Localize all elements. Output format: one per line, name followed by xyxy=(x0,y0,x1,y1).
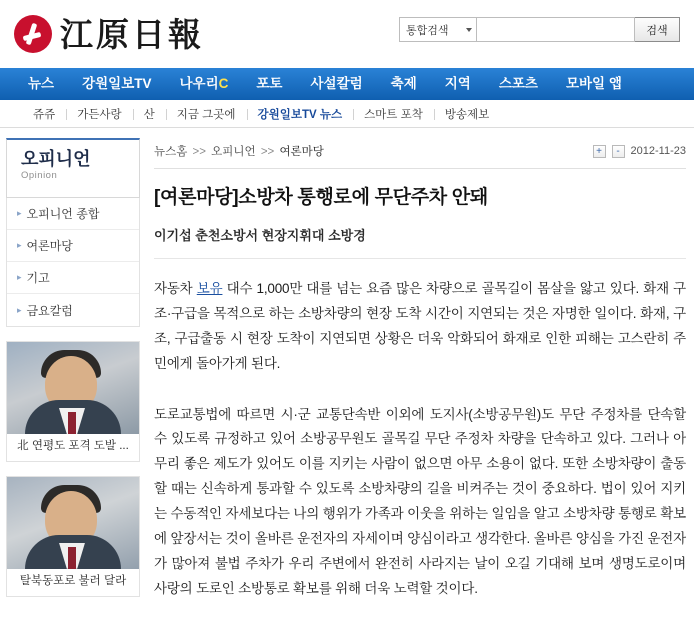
article-header xyxy=(154,168,686,259)
chevron-down-icon xyxy=(466,28,472,32)
sidebar-thumb-caption: 탈북동포로 불러 달라 xyxy=(19,574,127,587)
breadcrumb-separator: >> xyxy=(192,146,206,158)
sidebar-item-label: 여론마당 xyxy=(26,239,73,253)
site-logo[interactable] xyxy=(14,15,204,53)
sidebar-thumb-2[interactable] xyxy=(6,476,140,597)
font-increase-button[interactable]: + xyxy=(593,145,606,158)
article-content xyxy=(140,138,694,628)
sidebar-item-yeoronmadang[interactable] xyxy=(7,230,139,262)
sidebar-title-box xyxy=(6,138,140,198)
portrait-tie xyxy=(68,547,76,569)
sidebar-item-opinion-all[interactable] xyxy=(7,198,139,230)
sidebar-item-label: 기고 xyxy=(26,271,50,285)
sidebar xyxy=(6,138,140,628)
subnav-item-smart-capture[interactable]: 스마트 포착 xyxy=(353,106,434,122)
logo-text: 江原日報 xyxy=(60,14,204,54)
subnav-item-now-there[interactable]: 지금 그곳에 xyxy=(166,106,247,122)
font-decrease-button[interactable]: - xyxy=(612,145,625,158)
sidebar-item-label: 금요칼럼 xyxy=(26,303,73,318)
search-area xyxy=(399,17,680,42)
chevron-right-icon: ▸ xyxy=(17,272,22,282)
sidebar-thumb-caption: 北 연평도 포격 도발 ... xyxy=(17,440,129,452)
nav-item-mobile-app[interactable]: 모바일 앱 xyxy=(565,76,622,91)
sidebar-thumb-1[interactable] xyxy=(6,341,140,462)
portrait-image xyxy=(7,477,139,569)
nav-item-sports[interactable]: 스포츠 xyxy=(498,76,538,91)
breadcrumb-item-opinion[interactable]: 오피니언 xyxy=(211,146,256,158)
breadcrumb xyxy=(154,143,324,159)
subnav-item-mountain[interactable]: 산 xyxy=(133,106,166,122)
paragraph-1-pre: 자동차 xyxy=(154,280,197,296)
body-wrapper xyxy=(0,128,694,628)
sidebar-item-contribution[interactable] xyxy=(7,262,139,294)
breadcrumb-item-home[interactable]: 뉴스홈 xyxy=(154,146,188,158)
nav-item-nowoori-accent: C xyxy=(218,76,229,91)
article-byline: 이기섭 춘천소방서 현장지휘대 소방경 xyxy=(154,225,686,259)
article-body xyxy=(154,259,686,603)
search-button[interactable]: 검색 xyxy=(635,17,680,42)
sidebar-item-label: 오피니언 종합 xyxy=(26,207,100,221)
search-input[interactable] xyxy=(477,17,635,42)
subnav-item-gangwontv-news[interactable]: 강원일보TV 뉴스 xyxy=(247,106,354,122)
subnav-item-report[interactable]: 방송제보 xyxy=(434,106,500,122)
sidebar-item-friday-column[interactable] xyxy=(7,294,139,326)
nav-item-region[interactable]: 지역 xyxy=(444,76,471,91)
breadcrumb-separator: >> xyxy=(260,146,275,158)
site-header xyxy=(0,0,694,68)
chevron-right-icon: ▸ xyxy=(17,240,22,250)
breadcrumb-row xyxy=(154,140,686,162)
sidebar-title-en: Opinion xyxy=(21,169,58,181)
portrait-tie xyxy=(68,412,76,434)
article-date: 2012-11-23 xyxy=(630,145,686,157)
sub-navigation xyxy=(0,100,694,128)
nav-item-news[interactable]: 뉴스 xyxy=(28,76,55,91)
nav-item-editorial[interactable]: 사설칼럼 xyxy=(310,76,363,91)
nav-item-nowoori-label: 나우리 xyxy=(179,76,219,91)
search-category-label: 통합검색 xyxy=(406,24,449,37)
nav-item-festival[interactable]: 축제 xyxy=(390,76,417,91)
chevron-right-icon: ▸ xyxy=(17,304,22,315)
search-category-select[interactable] xyxy=(399,17,477,42)
article-paragraph-2: 도로교통법에 따르면 시·군 교통단속반 이외에 도지사(소방공무원)도 무단 주정차를 단속할 수 있도록 규정하고 있어 소방공무원도 골목길 무단 주정차 차량을 단속하고 있다. 그러나 아무리 좋은 제도가 있어도 이를 지키는 사람이 없으면 아무 소용이 없다. 또한 소방차량이 출동할 때는 신속하게 통과할 수 있도록 소방차량의 길을 비켜주는 것이 중요하다. 법이 있어 지키는 수동적인 자세보다는 나의 행위가 가족과 이웃을 위하는 일임을 알고 소방차량 통행로 확보에 앞장서는 것이 올바른 운전자의 자세이며 양심이라고 생각한다. 올바른 양심을 가진 운전자가 많아져 불법 주차가 우리 주변에서 완전히 사라지는 날이 오길 기대해 보며 생명도로이며 사랑의 도로인 소방통로 확보를 위해 더욱 노력할 것이다. xyxy=(154,406,686,597)
gangwon-circle-logo-icon xyxy=(14,15,52,53)
subnav-item-garden[interactable]: 가든사랑 xyxy=(66,106,132,122)
paragraph-1-post: 대수 1,000만 대를 넘는 요즘 많은 차량으로 골목길이 몸살을 앓고 있다. 화재 구조·구급을 목적으로 하는 소방차량의 현장 도착 시간이 지연되는 것은 자명한 일이다. 화재, 구조, 구급출동 시 현장 도착이 지연되면 상황은 더욱 악화되어 화재로 인한 피해는 고스란히 주민에게 돌아가게 된다. xyxy=(154,280,686,371)
portrait-image xyxy=(7,342,139,434)
article-title: [여론마당]소방차 통행로에 무단주차 안돼 xyxy=(154,187,488,208)
article-paragraph-1 xyxy=(154,277,686,377)
subnav-item-juju[interactable]: 쥬쥬 xyxy=(33,108,56,121)
keyword-link[interactable]: 보유 xyxy=(196,280,223,296)
chevron-right-icon: ▸ xyxy=(17,208,22,218)
nav-item-photo[interactable]: 포토 xyxy=(256,76,283,91)
article-meta xyxy=(593,145,686,158)
main-navigation xyxy=(0,68,694,100)
breadcrumb-item-current: 여론마당 xyxy=(279,146,324,158)
sidebar-title: 오피니언 xyxy=(21,149,91,169)
nav-item-nowoori[interactable] xyxy=(166,68,243,100)
sidebar-menu xyxy=(6,198,140,327)
nav-item-gangwontv[interactable]: 강원일보TV xyxy=(82,76,152,91)
